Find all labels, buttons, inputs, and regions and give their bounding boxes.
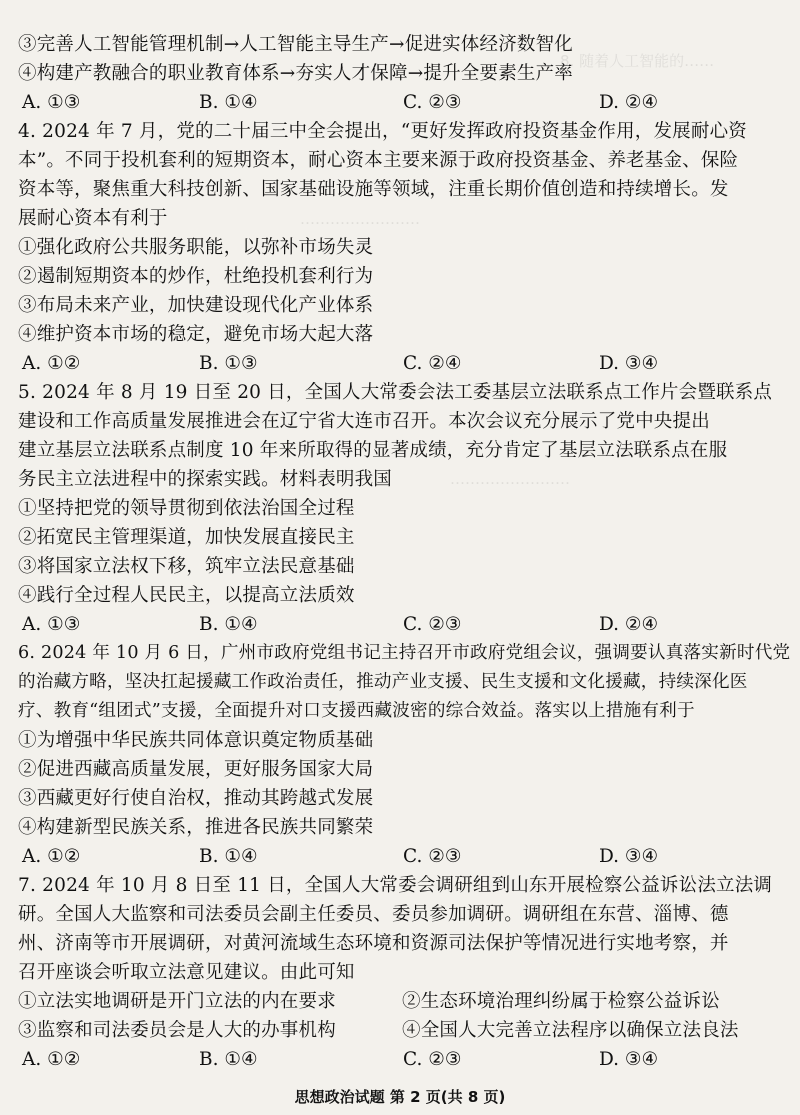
q6-item-3: ③西藏更好行使自治权，推动其跨越式发展 <box>18 788 374 809</box>
q6-stem-line: 6. 2024 年 10 月 6 日，广州市政府党组书记主持召开市政府党组会议，强调要认真落实新时代党 <box>18 643 791 663</box>
q4-option-c: C. ②④ <box>403 353 462 374</box>
q3-item-4: ④构建产教融合的职业教育体系→夯实人才保障→提升全要素生产率 <box>18 63 574 84</box>
q7-option-d: D. ③④ <box>599 1049 659 1070</box>
q4-stem-line: 本”。不同于投机套利的短期资本，耐心资本主要来源于政府投资基金、养老基金、保险 <box>18 150 739 171</box>
q7-item-4: ④全国人大完善立法程序以确保立法良法 <box>402 1020 739 1041</box>
q6-item-1: ①为增强中华民族共同体意识奠定物质基础 <box>18 730 374 751</box>
q4-options <box>18 349 790 378</box>
q3-option-a: A. ①③ <box>22 92 81 113</box>
question-5 <box>18 378 790 639</box>
q5-item-4: ④践行全过程人民民主，以提高立法质效 <box>18 585 355 606</box>
q5-stem-line: 建设和工作高质量发展推进会在辽宁省大连市召开。本次会议充分展示了党中央提出 <box>18 411 710 432</box>
question-4 <box>18 117 790 378</box>
bleed-through-text: …………………… <box>450 470 570 488</box>
bleed-through-text: 8. 随着人工智能的…… <box>560 52 715 70</box>
q4-item-2: ②遏制短期资本的炒作，杜绝投机套利行为 <box>18 266 374 287</box>
page-footer: 思想政治试题 第 2 页(共 8 页) <box>294 1088 506 1106</box>
q5-item-1: ①坚持把党的领导贯彻到依法治国全过程 <box>18 498 355 519</box>
exam-page <box>18 30 790 1074</box>
q4-item-4: ④维护资本市场的稳定，避免市场大起大落 <box>18 324 374 345</box>
q5-option-a: A. ①③ <box>22 614 81 635</box>
q6-option-d: D. ③④ <box>599 846 659 867</box>
q3-option-b: B. ①④ <box>199 92 258 113</box>
q7-stem-line: 研。全国人大监察和司法委员会副主任委员、委员参加调研。调研组在东营、淄博、德 <box>18 904 729 925</box>
q6-stem-line: 疗、教育“组团式”支援，全面提升对口支援西藏波密的综合效益。落实以上措施有利于 <box>18 701 695 721</box>
q6-stem-line: 的治藏方略，坚决扛起援藏工作政治责任，推动产业支援、民生支援和文化援藏，持续深化医 <box>18 672 748 692</box>
q7-option-b: B. ①④ <box>199 1049 258 1070</box>
question-6 <box>18 639 790 871</box>
q7-items-row <box>18 987 790 1016</box>
q7-items-row <box>18 1016 790 1045</box>
q4-stem-line: 资本等，聚焦重大科技创新、国家基础设施等领域，注重长期价值创造和持续增长。发 <box>18 179 729 200</box>
q7-item-2: ②生态环境治理纠纷属于检察公益诉讼 <box>402 991 720 1012</box>
q4-stem-line: 展耐心资本有利于 <box>18 208 168 229</box>
q7-stem-line: 7. 2024 年 10 月 8 日至 11 日，全国人大常委会调研组到山东开展检察公益诉讼法立法调 <box>18 875 773 896</box>
q5-stem-line: 务民主立法进程中的探索实践。材料表明我国 <box>18 469 393 490</box>
q4-option-d: D. ③④ <box>599 353 659 374</box>
bleed-through-text: …………………… <box>300 210 420 228</box>
q5-stem-line: 5. 2024 年 8 月 19 日至 20 日，全国人大常委会法工委基层立法联系点工作片会暨联系点 <box>18 382 773 403</box>
q7-option-a: A. ①② <box>22 1049 81 1070</box>
q7-item-1: ①立法实地调研是开门立法的内在要求 <box>18 991 336 1012</box>
q5-option-c: C. ②③ <box>403 614 462 635</box>
q4-stem-line: 4. 2024 年 7 月，党的二十届三中全会提出，“更好发挥政府投资基金作用，发展耐心资 <box>18 121 747 142</box>
q5-option-b: B. ①④ <box>199 614 258 635</box>
q5-option-d: D. ②④ <box>599 614 659 635</box>
q7-item-3: ③监察和司法委员会是人大的办事机构 <box>18 1020 336 1041</box>
q3-item-3: ③完善人工智能管理机制→人工智能主导生产→促进实体经济数智化 <box>18 34 574 55</box>
q3-options <box>18 88 790 117</box>
question-7 <box>18 871 790 1074</box>
q7-options <box>18 1045 790 1074</box>
q6-option-b: B. ①④ <box>199 846 258 867</box>
q3-option-c: C. ②③ <box>403 92 462 113</box>
q3-option-d: D. ②④ <box>599 92 659 113</box>
q7-stem-line: 召开座谈会听取立法意见建议。由此可知 <box>18 962 355 983</box>
q7-stem-line: 州、济南等市开展调研，对黄河流域生态环境和资源司法保护等情况进行实地考察，并 <box>18 933 729 954</box>
q6-item-4: ④构建新型民族关系，推进各民族共同繁荣 <box>18 817 374 838</box>
q6-option-a: A. ①② <box>22 846 81 867</box>
q6-options <box>18 842 790 871</box>
q5-item-3: ③将国家立法权下移，筑牢立法民意基础 <box>18 556 355 577</box>
q4-item-1: ①强化政府公共服务职能，以弥补市场失灵 <box>18 237 374 258</box>
q4-item-3: ③布局未来产业，加快建设现代化产业体系 <box>18 295 374 316</box>
q4-option-b: B. ①③ <box>199 353 258 374</box>
q4-option-a: A. ①② <box>22 353 81 374</box>
q6-item-2: ②促进西藏高质量发展，更好服务国家大局 <box>18 759 374 780</box>
q5-options <box>18 610 790 639</box>
q5-stem-line: 建立基层立法联系点制度 10 年来所取得的显著成绩，充分肯定了基层立法联系点在服 <box>18 440 728 461</box>
q5-item-2: ②拓宽民主管理渠道，加快发展直接民主 <box>18 527 355 548</box>
q6-option-c: C. ②③ <box>403 846 462 867</box>
question-3-tail <box>18 30 790 117</box>
q7-option-c: C. ②③ <box>403 1049 462 1070</box>
